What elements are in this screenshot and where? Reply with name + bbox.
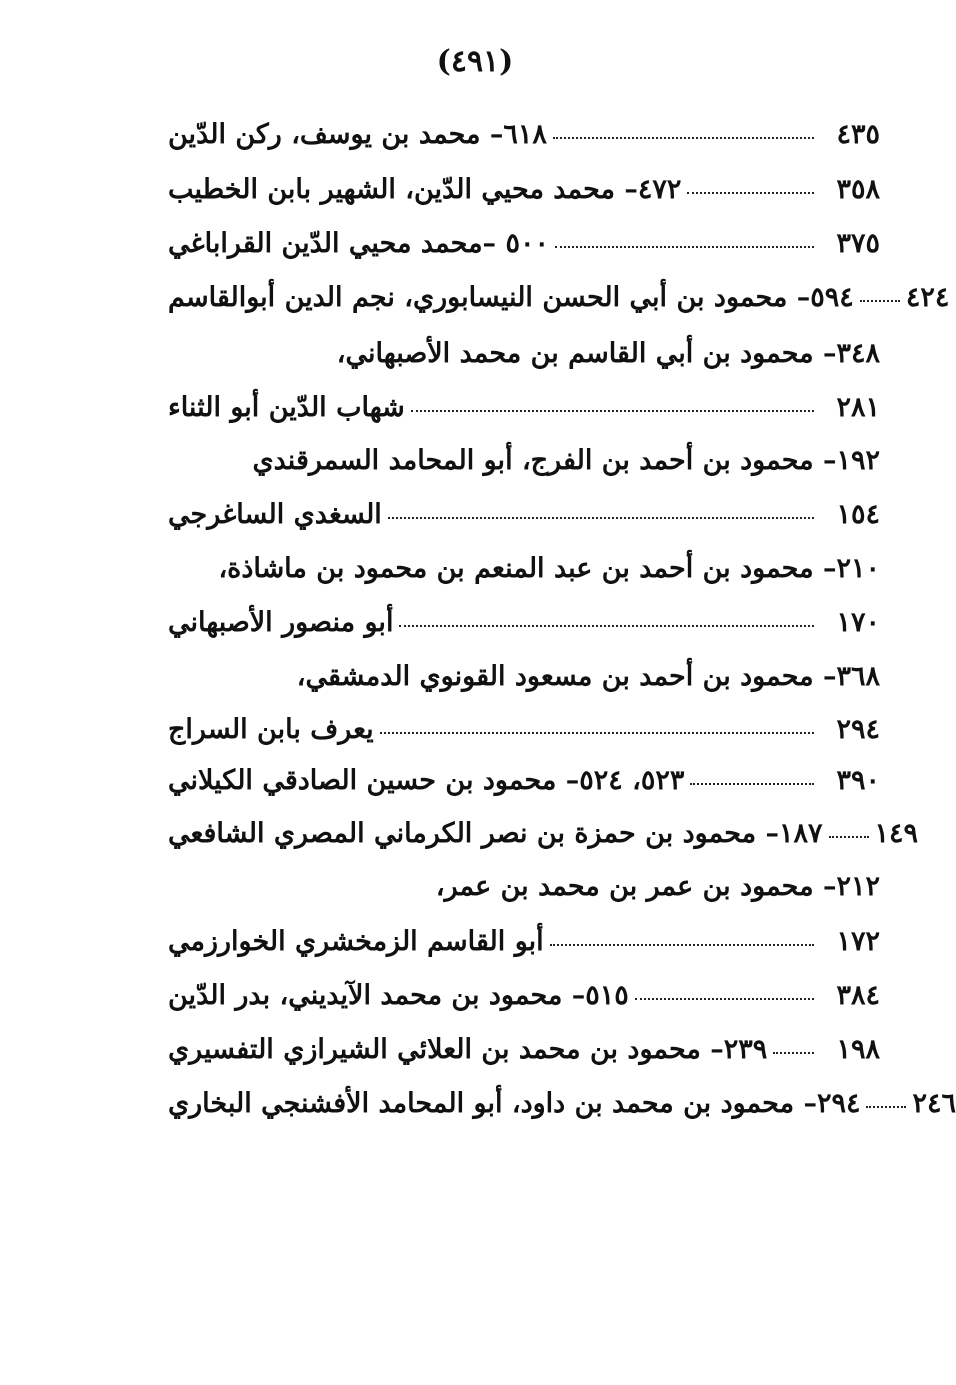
index-entry bbox=[160, 975, 880, 1015]
index-entry bbox=[160, 1029, 880, 1069]
leader-dots bbox=[388, 517, 814, 519]
leader-dots bbox=[635, 998, 814, 1000]
entry-text: شهاب الدّين أبو الثناء bbox=[168, 391, 405, 423]
entry-page: ١٧٢ bbox=[836, 925, 880, 957]
entry-page: ١٧٠ bbox=[836, 606, 880, 638]
leader-dots bbox=[555, 246, 814, 248]
entry-page: ٣٥٨ bbox=[836, 173, 880, 205]
entry-text: ٥٠٠ –محمد محيي الدّين القراباغي bbox=[168, 227, 549, 259]
entry-page: ١٥٤ bbox=[836, 498, 880, 530]
leader-dots bbox=[380, 732, 814, 734]
entry-page: ٣٩٠ bbox=[836, 764, 880, 796]
entry-text: ٣٦٨– محمود بن أحمد بن مسعود القونوي الدمشقي، bbox=[296, 660, 880, 692]
entry-text: ٢٣٩– محمود بن محمد بن العلائي الشيرازي التفسيري bbox=[168, 1033, 768, 1065]
entry-page: ٣٧٥ bbox=[836, 227, 880, 259]
entry-page: ٣٨٤ bbox=[836, 979, 880, 1011]
leader-dots bbox=[687, 192, 814, 194]
entry-text: يعرف بابن السراج bbox=[168, 713, 374, 745]
entry-text: ٢١٠– محمود بن أحمد بن عبد المنعم بن محمود بن ماشاذة، bbox=[218, 552, 880, 584]
entry-text: ٥٩٤– محمود بن أبي الحسن النيسابوري، نجم الدين أبوالقاسم bbox=[168, 281, 854, 313]
leader-dots bbox=[866, 1106, 906, 1108]
leader-dots bbox=[690, 783, 814, 785]
entry-text: ٤٧٢– محمد محيي الدّين، الشهير بابن الخطيب bbox=[168, 173, 682, 205]
entry-text: أبو منصور الأصبهاني bbox=[168, 606, 394, 638]
entry-text: ٣٤٨– محمود بن أبي القاسم بن محمد الأصبهاني، bbox=[336, 337, 880, 369]
entry-text: أبو القاسم الزمخشري الخوارزمي bbox=[168, 925, 544, 957]
index-entry bbox=[160, 760, 880, 800]
leader-dots bbox=[829, 836, 869, 838]
entry-text: ١٨٧– محمود بن حمزة بن نصر الكرماني المصري الشافعي bbox=[168, 817, 823, 849]
index-entry-continuation bbox=[160, 387, 880, 427]
index-entry bbox=[160, 866, 880, 906]
entry-text: ٥٢٣، ٥٢٤– محمود بن حسين الصادقي الكيلاني bbox=[168, 764, 685, 796]
index-entry bbox=[160, 277, 950, 317]
entry-text: السغدي الساغرجي bbox=[168, 498, 382, 530]
index-entry-continuation bbox=[160, 494, 880, 534]
index-entry bbox=[160, 656, 880, 696]
leader-dots bbox=[773, 1052, 814, 1054]
leader-dots bbox=[550, 944, 814, 946]
entry-text: ٦١٨– محمد بن يوسف، ركن الدّين bbox=[168, 118, 547, 150]
leader-dots bbox=[399, 625, 814, 627]
leader-dots bbox=[860, 300, 900, 302]
entry-page: ١٤٩ bbox=[874, 817, 919, 849]
index-entry bbox=[160, 114, 880, 154]
entry-text: ٥١٥– محمود بن محمد الآيديني، بدر الدّين bbox=[168, 979, 629, 1011]
index-entry-continuation bbox=[160, 602, 880, 642]
entry-text: ٢١٢– محمود بن عمر بن محمد بن عمر، bbox=[435, 870, 880, 902]
index-entry-continuation bbox=[160, 709, 880, 749]
index-entry bbox=[160, 169, 880, 209]
entry-text: ٢٩٤– محمود بن محمد بن داود، أبو المحامد الأفشنجي البخاري bbox=[168, 1087, 861, 1119]
leader-dots bbox=[411, 410, 814, 412]
index-entry bbox=[160, 440, 880, 480]
entry-page: ٤٢٤ bbox=[905, 281, 950, 313]
index-entry bbox=[160, 813, 919, 853]
entry-page: ٢٤٦ bbox=[912, 1087, 956, 1119]
entry-page: ١٩٨ bbox=[836, 1033, 880, 1065]
index-entry-continuation bbox=[160, 921, 880, 961]
leader-dots bbox=[553, 137, 814, 139]
entry-text: ١٩٢– محمود بن أحمد بن الفرج، أبو المحامد السمرقندي bbox=[252, 444, 880, 476]
index-entry bbox=[160, 223, 880, 263]
page-number: (٤٩١) bbox=[436, 44, 514, 79]
index-entry bbox=[160, 333, 880, 373]
entry-page: ٢٨١ bbox=[836, 391, 880, 423]
entry-page: ٢٩٤ bbox=[836, 713, 880, 745]
index-entry bbox=[160, 1083, 956, 1123]
index-entry bbox=[160, 548, 880, 588]
entry-page: ٤٣٥ bbox=[836, 118, 880, 150]
